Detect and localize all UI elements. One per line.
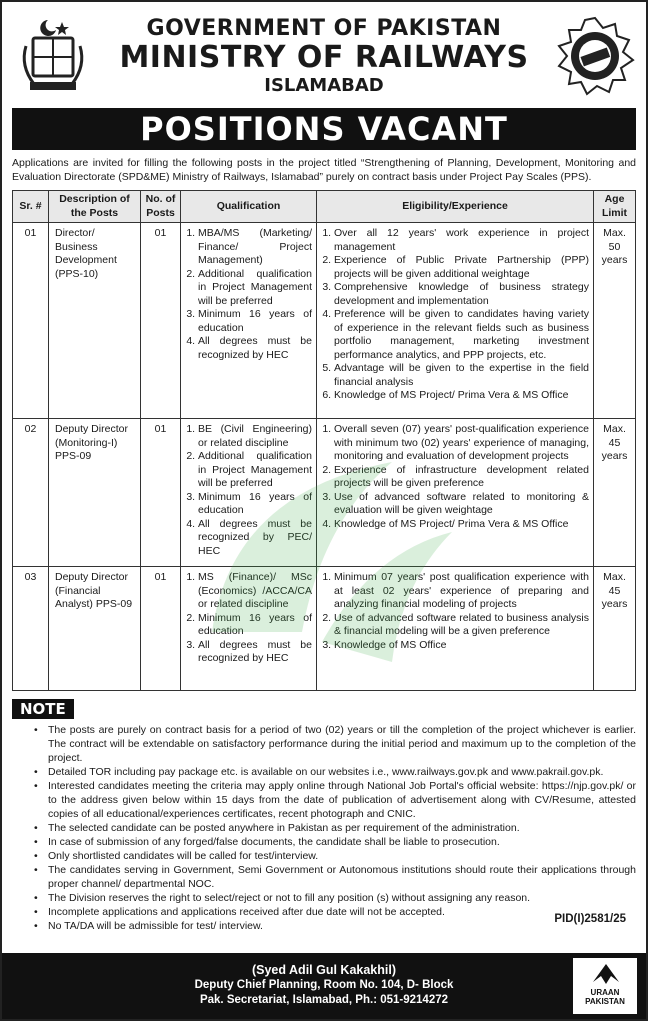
table-row <box>13 223 636 419</box>
note-label: NOTE <box>12 699 74 719</box>
cell-posts: 01 <box>141 223 181 419</box>
note-item: • Interested candidates meeting the criteria may apply online through National Job Portal's official website: https://njp.gov.pk/ or to the address given below within 15 days from the date of publication of advertisement along with CV/Resume, attested copies of all educational/experiences certificates, recent photograph and CNIC. <box>12 779 636 821</box>
qualification-item: 2. Additional qualification in Project Management will be preferred <box>198 268 312 309</box>
note-item: • Only shortlisted candidates will be called for test/interview. <box>12 849 636 863</box>
uraan-label: URAAN PAKISTAN <box>585 988 625 1006</box>
cell-eligibility <box>317 567 594 691</box>
cell-age: Max. 50 years <box>594 223 636 419</box>
note-item: • The selected candidate can be posted anywhere in Pakistan as per requirement of the administration. <box>12 821 636 835</box>
qualification-item: 2. Additional qualification in Project Management will be preferred <box>198 450 312 491</box>
cell-sr: 03 <box>13 567 49 691</box>
positions-table <box>12 190 636 691</box>
qualification-item: 1. BE (Civil Engineering) or related discipline <box>198 423 312 450</box>
eligibility-item: 2. Use of advanced software related to business analysis & financial modeling will be a given preference <box>334 612 589 639</box>
eligibility-item: 1. Over all 12 years' work experience in project management <box>334 227 589 254</box>
qualification-item: 3. Minimum 16 years of education <box>198 491 312 518</box>
cell-age: Max. 45 years <box>594 567 636 691</box>
eligibility-item: 1. Overall seven (07) years' post-qualification experience with minimum two (02) years' experience of managing, monitoring and evaluation of development projects <box>334 423 589 464</box>
footer-contact <box>2 953 646 1019</box>
intro-paragraph: Applications are invited for filling the following posts in the project titled “Strengthening of Planning, Development, Monitoring and Evaluation Directorate (SPD&ME) Ministry of Railways, Islamabad” purely on contract basis under Project Pay Scales (PPS). <box>12 157 636 183</box>
note-item: • The candidates serving in Government, Semi Government or Autonomous institutions should route their applications through proper channel/ departmental NOC. <box>12 863 636 891</box>
qualification-item: 2. Minimum 16 years of education <box>198 612 312 639</box>
cell-description: Deputy Director (Financial Analyst) PPS-09 <box>49 567 141 691</box>
qualification-item: 3. Minimum 16 years of education <box>198 308 312 335</box>
cell-qualification <box>181 567 317 691</box>
col-header-qualification: Qualification <box>181 191 317 223</box>
notes-list <box>12 723 636 933</box>
col-header-posts: No. of Posts <box>141 191 181 223</box>
eligibility-item: 3. Use of advanced software related to monitoring & evaluation will be given weightage <box>334 491 589 518</box>
col-header-age: Age Limit <box>594 191 636 223</box>
col-header-description: Description of the Posts <box>49 191 141 223</box>
ministry-title: MINISTRY OF RAILWAYS <box>119 40 529 75</box>
eligibility-item: 4. Knowledge of MS Project/ Prima Vera & MS Office <box>334 518 589 532</box>
cell-sr: 01 <box>13 223 49 419</box>
table-row <box>13 419 636 567</box>
note-item: • The Division reserves the right to select/reject or not to fill any position (s) without assigning any reason. <box>12 891 636 905</box>
cell-description: Deputy Director (Monitoring-I) PPS-09 <box>49 419 141 567</box>
qualification-item: 3. All degrees must be recognized by HEC <box>198 639 312 666</box>
note-item: • In case of submission of any forged/false documents, the candidate shall be liable to prosecution. <box>12 835 636 849</box>
eligibility-item: 3. Comprehensive knowledge of business strategy development and implementation <box>334 281 589 308</box>
cell-qualification <box>181 223 317 419</box>
note-item: • Incomplete applications and applications received after due date will not be accepted. <box>12 905 636 919</box>
signatory-name: (Syed Adil Gul Kakakhil) <box>251 963 396 977</box>
eligibility-item: 1. Minimum 07 years' post qualification experience with at least 02 years' experience of preparing and analyzing financial modeling of projects <box>334 571 589 612</box>
table-header-row <box>13 191 636 223</box>
uraan-pakistan-logo <box>572 957 638 1015</box>
eligibility-item: 2. Experience of Public Private Partnership (PPP) projects will be given additional weightage <box>334 254 589 281</box>
cell-posts: 01 <box>141 419 181 567</box>
eligibility-item: 2. Experience of infrastructure development related projects will be given preference <box>334 464 589 491</box>
col-header-eligibility: Eligibility/Experience <box>317 191 594 223</box>
header-titles <box>94 16 554 96</box>
note-item: • The posts are purely on contract basis for a period of two (02) years or till the completion of the project whichever is earlier. The contract will be extendable on satisfactory performance during the initial period and maximum up to the completion of the project. <box>12 723 636 765</box>
cell-sr: 02 <box>13 419 49 567</box>
qualification-item: 4. All degrees must be recognized by HEC <box>198 335 312 362</box>
table-row <box>13 567 636 691</box>
positions-vacant-banner: POSITIONS VACANT <box>12 108 636 150</box>
cell-eligibility <box>317 223 594 419</box>
eligibility-item: 4. Preference will be given to candidates having variety of experience in the relevant fields such as business portfolio management, marketing investment performance analytics, and PPP projects, etc. <box>334 308 589 362</box>
pid-number: PID(I)2581/25 <box>554 913 626 925</box>
signatory-designation: Deputy Chief Planning, Room No. 104, D- Block <box>194 979 454 991</box>
qualification-item: 1. MBA/MS (Marketing/ Finance/ Project Management) <box>198 227 312 268</box>
uraan-bird-icon <box>591 962 621 986</box>
note-item: • No TA/DA will be admissible for test/ interview. <box>12 919 636 933</box>
cell-description: Director/ Business Development (PPS-10) <box>49 223 141 419</box>
city-title: ISLAMABAD <box>264 75 384 96</box>
cell-posts: 01 <box>141 567 181 691</box>
qualification-item: 4. All degrees must be recognized by PEC/ HEC <box>198 518 312 559</box>
government-title: GOVERNMENT OF PAKISTAN <box>146 16 502 41</box>
signatory-address: Pak. Secretariat, Islamabad, Ph.: 051-9214272 <box>199 994 449 1006</box>
eligibility-item: 6. Knowledge of MS Project/ Prima Vera & MS Office <box>334 389 589 403</box>
state-emblem-icon <box>12 15 94 97</box>
cell-eligibility <box>317 419 594 567</box>
eligibility-item: 3. Knowledge of MS Office <box>334 639 589 653</box>
cell-age: Max. 45 years <box>594 419 636 567</box>
header <box>12 8 636 104</box>
railways-logo-icon <box>554 15 636 97</box>
eligibility-item: 5. Advantage will be given to the expertise in the field financial analysis <box>334 362 589 389</box>
cell-qualification <box>181 419 317 567</box>
qualification-item: 1. MS (Finance)/ MSc (Economics) /ACCA/CA or related discipline <box>198 571 312 612</box>
note-item: • Detailed TOR including pay package etc. is available on our websites i.e., www.railways.gov.pk and www.pakrail.gov.pk. <box>12 765 636 779</box>
col-header-sr: Sr. # <box>13 191 49 223</box>
